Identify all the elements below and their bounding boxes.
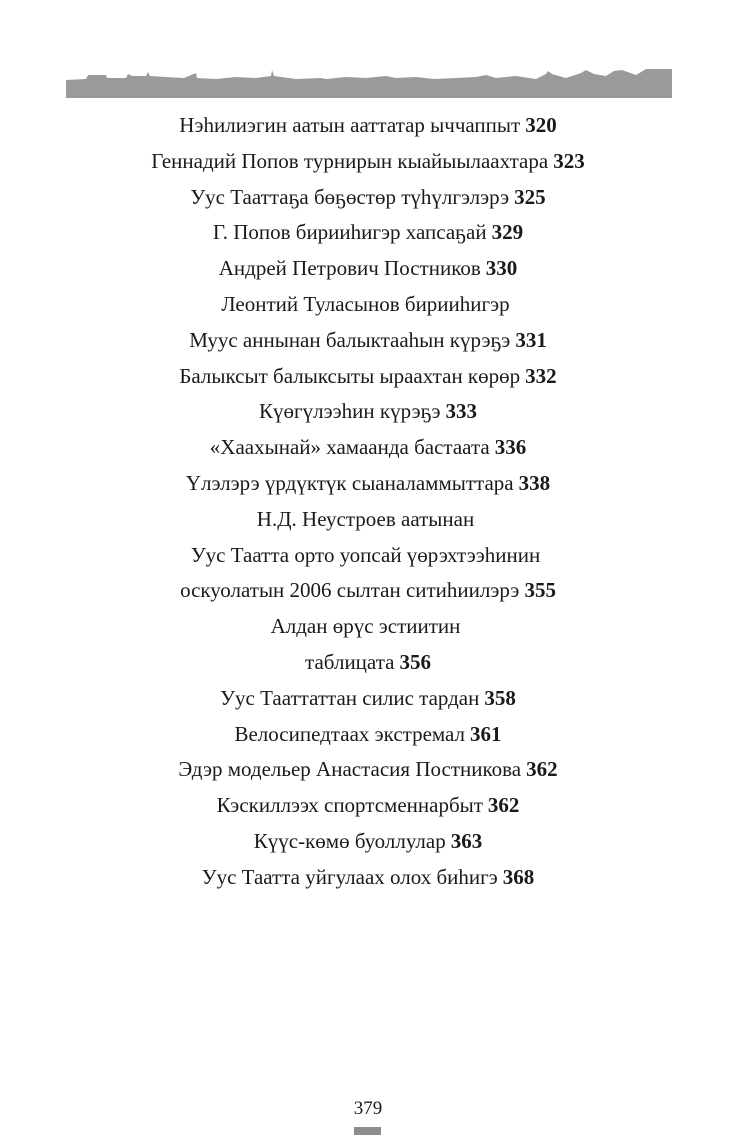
toc-entry [0,144,736,180]
toc-entry-page: 325 [514,184,546,209]
toc-entry [0,681,736,717]
toc-entry [0,752,736,788]
toc-entry-title: «Хаахынай» хамаанда бастаата [209,435,490,460]
toc-entry [0,394,736,430]
toc-entry [0,573,736,609]
toc-entry-page: 320 [525,113,557,137]
toc-entry [0,359,736,395]
toc-entry [0,215,736,251]
toc-entry-title: оскуолатын 2006 сылтан ситиһиилэрэ [180,578,520,603]
toc-entry [0,180,736,216]
toc-entry-page: 368 [502,864,535,889]
toc-entry-title: Муус аннынан балыктааһын күрэҕэ [189,327,511,352]
skyline-base [66,88,672,98]
toc-entry-page: 362 [526,757,558,782]
toc-entry [0,609,736,645]
toc-entry [0,788,736,824]
toc-entry-title: Үлэлэрэ үрдүктүк сыаналаммыттара [185,470,514,495]
toc-entry-page: 363 [450,828,483,853]
toc-entry-page: 330 [485,256,518,281]
toc-entry [0,323,736,359]
toc-entry-title: таблицата [305,649,395,674]
toc-entry-page: 331 [515,327,547,352]
toc-entry [0,466,736,502]
toc-entry-title: Кэскиллээх спортсменнарбыт [216,793,483,818]
skyline-banner [66,66,672,98]
toc-entry-page: 332 [525,363,557,388]
toc-entry [0,502,736,538]
toc-entry-title: Күүс-көмө буоллулар [253,828,446,853]
toc-entry [0,251,736,287]
toc-entry-page: 338 [518,470,551,495]
toc-entry [0,287,736,323]
toc-entry-title: Н.Д. Неустроев аатынан [256,506,475,531]
toc-entry-page: 356 [399,649,431,674]
toc-entry [0,717,736,753]
toc-entry-title: Уус Тааттаттан силис тардан [220,685,480,710]
toc-entry-title: Күөгүлээһин күрэҕэ [259,399,441,424]
toc-entry-title: Уус Таатта орто уопсай үөрэхтээһинин [190,542,541,567]
toc-entry-page: 329 [491,220,524,245]
toc-entry [0,860,736,896]
toc-entry-title: Уус Тааттаҕа бөҕөстөр түһүлгэлэрэ [190,184,510,209]
toc-entry [0,108,736,144]
toc-entry-page: 362 [487,793,520,818]
toc-entry [0,430,736,466]
toc-entry-page: 355 [524,578,556,603]
toc-entry-title: Нэһилиэгин аатын ааттатар ыччаппыт [179,113,521,137]
toc-entry-title: Алдан өрүс эстиитин [270,614,461,639]
toc-entry [0,824,736,860]
toc-entry-title: Уус Таатта уйгулаах олох биһигэ [201,864,498,889]
toc-entry-title: Велосипедтаах экстремал [234,721,466,746]
table-of-contents [0,108,736,896]
toc-entry-page: 361 [470,721,502,746]
toc-entry-page: 333 [445,399,477,424]
toc-entry [0,645,736,681]
toc-entry-title: Геннадий Попов турнирын кыайыылаахтара [151,148,549,173]
toc-entry [0,538,736,574]
toc-entry-title: Г. Попов бирииһигэр хапсаҕай [212,220,487,245]
page-number: 379 [353,1098,383,1119]
toc-entry-page: 336 [494,435,527,460]
toc-entry-title: Балыксыт балыксыты ыраахтан көрөр [179,363,521,388]
toc-entry-page: 358 [484,685,516,710]
footer-bar [354,1127,381,1135]
toc-entry-title: Эдэр модельер Анастасия Постникова [178,757,522,782]
toc-entry-title: Андрей Петрович Постников [218,256,481,281]
toc-entry-page: 323 [553,148,585,173]
toc-entry-title: Леонтий Туласынов бирииһигэр [221,291,510,316]
